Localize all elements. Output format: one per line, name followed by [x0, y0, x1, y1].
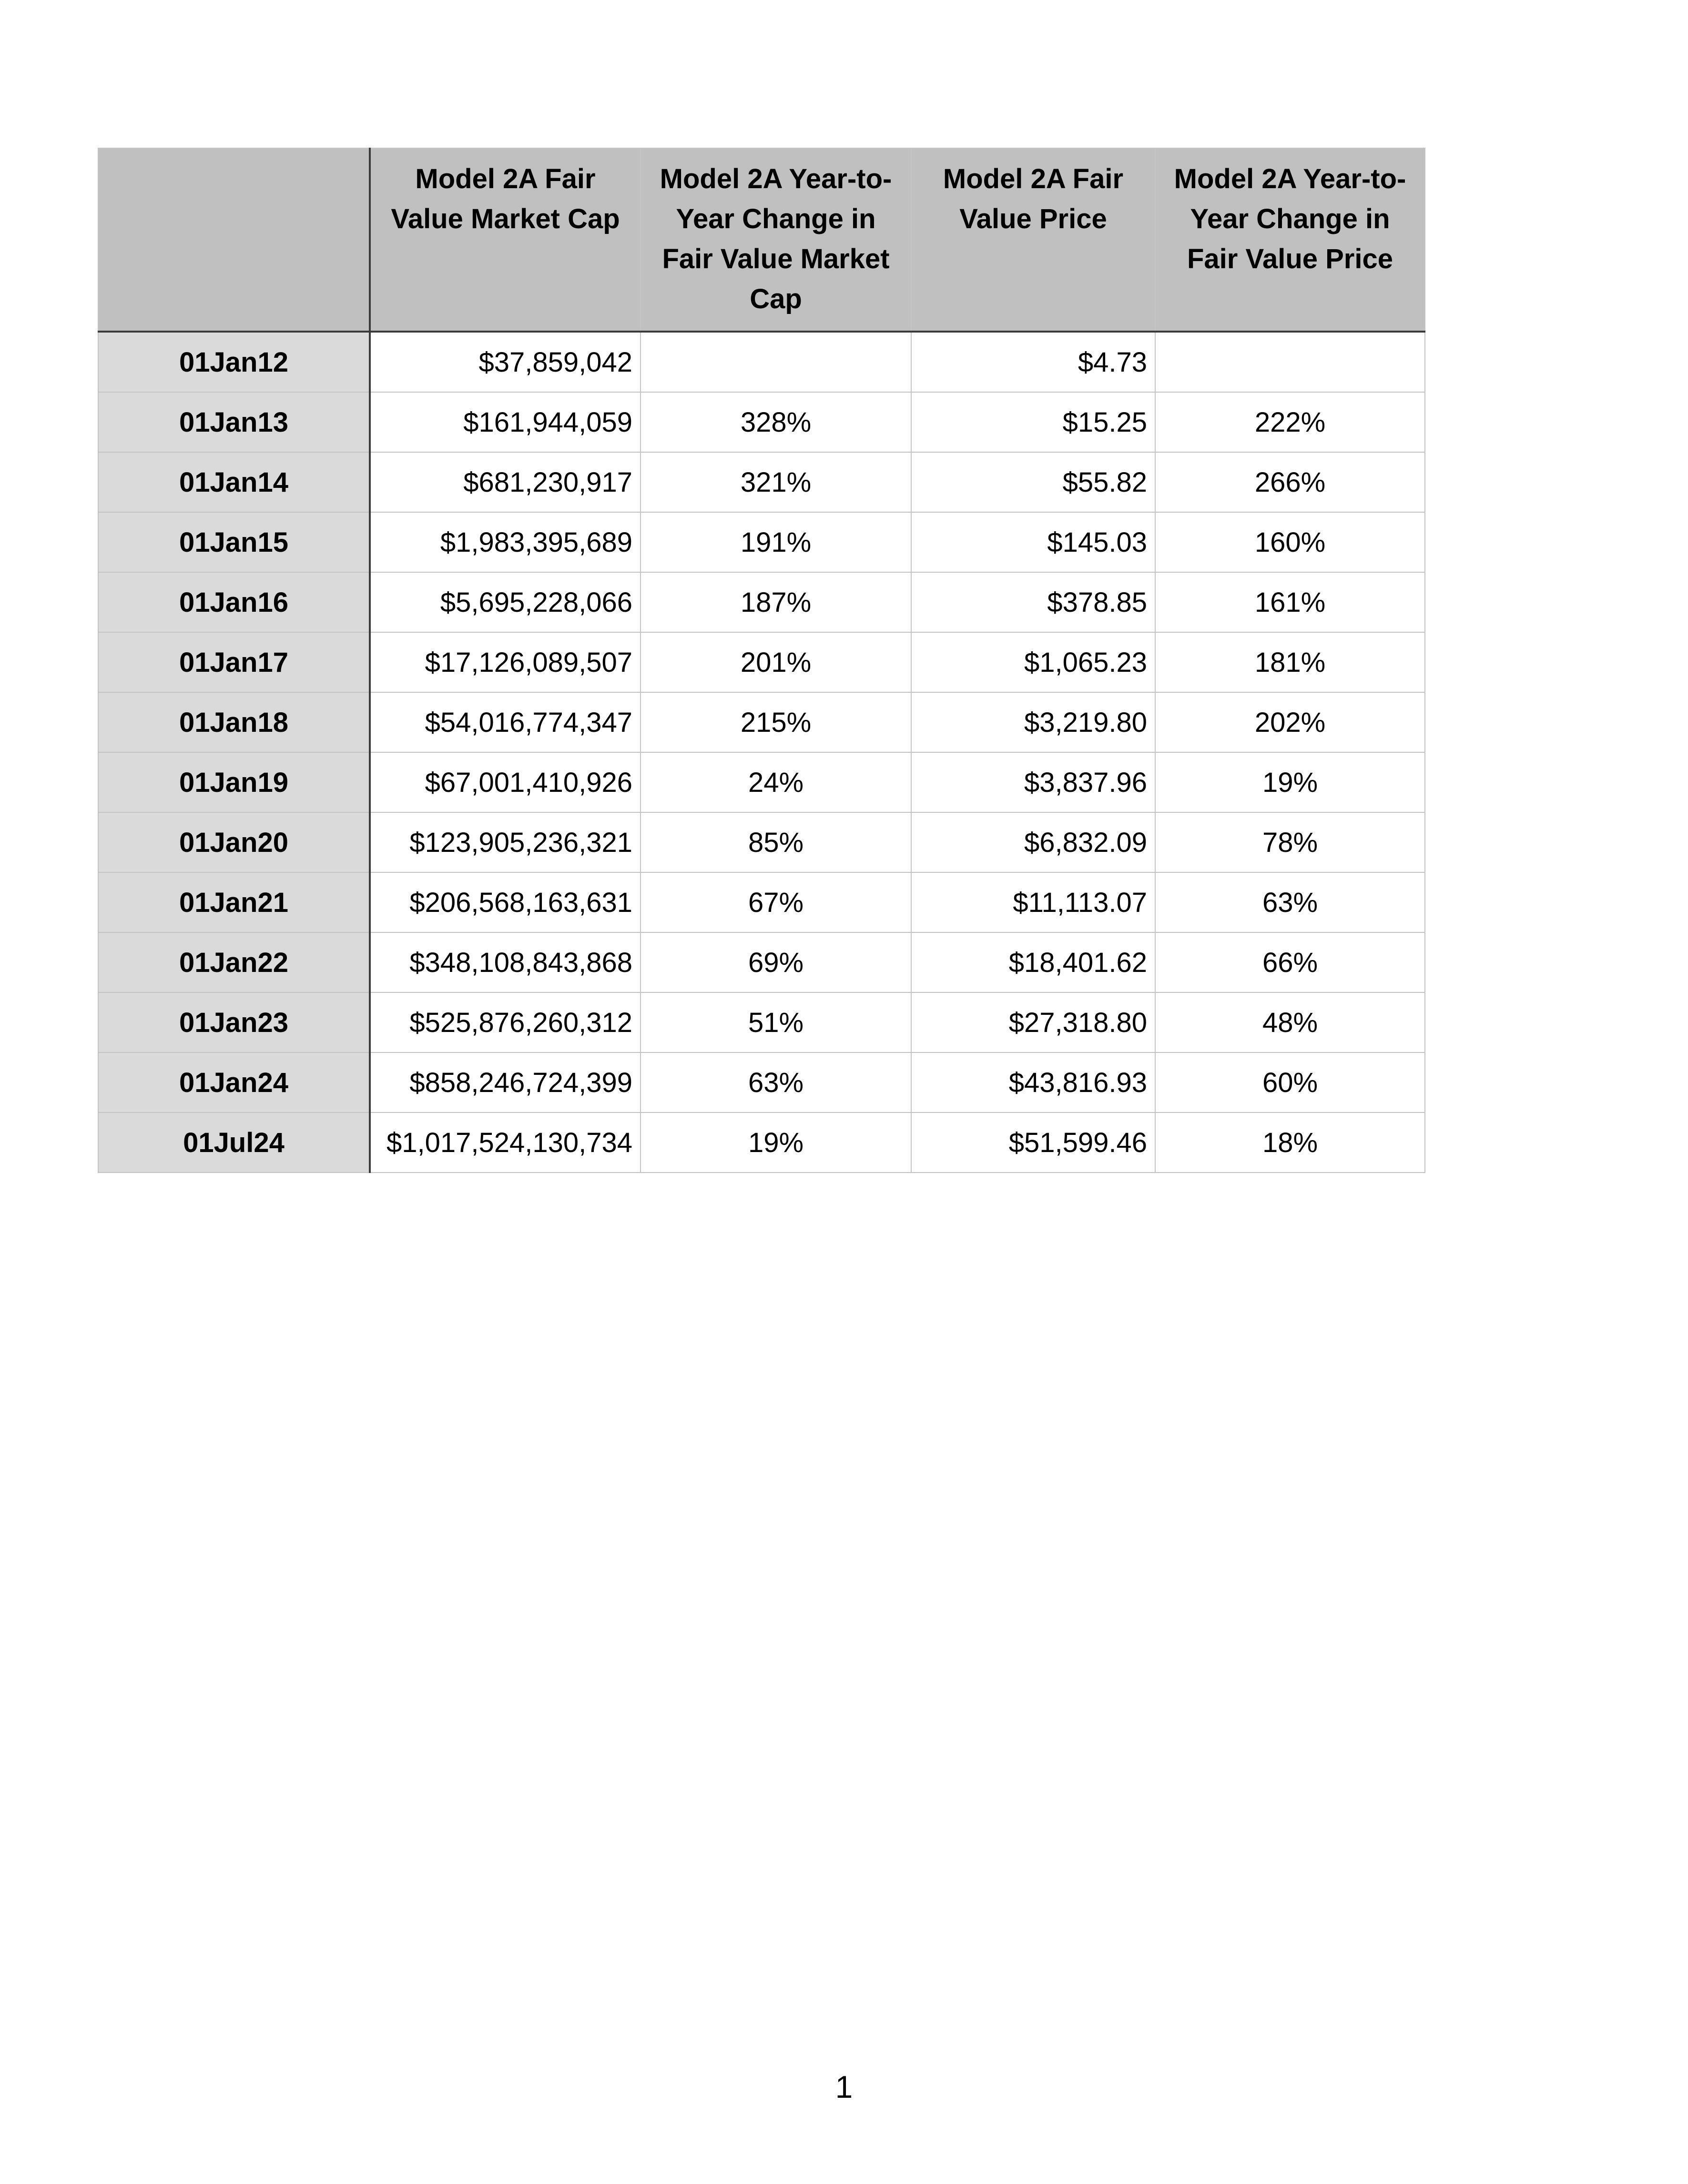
- market-cap-change-cell: 63%: [641, 1052, 911, 1112]
- market-cap-change-cell: 67%: [641, 872, 911, 932]
- price-cell: $55.82: [911, 452, 1155, 512]
- market-cap-change-cell: 187%: [641, 572, 911, 632]
- table-row: [98, 512, 1425, 572]
- market-cap-change-cell: 85%: [641, 812, 911, 872]
- market-cap-cell: $1,017,524,130,734: [370, 1112, 641, 1173]
- page-number: 1: [835, 2069, 853, 2104]
- price-cell: $18,401.62: [911, 932, 1155, 992]
- date-cell: 01Jan15: [98, 512, 370, 572]
- date-cell: 01Jan18: [98, 692, 370, 752]
- price-change-cell: 266%: [1155, 452, 1425, 512]
- price-change-cell: 63%: [1155, 872, 1425, 932]
- price-change-cell: 78%: [1155, 812, 1425, 872]
- price-cell: $27,318.80: [911, 992, 1155, 1052]
- header-fair-value-market-cap: Model 2A Fair Value Market Cap: [370, 148, 641, 332]
- market-cap-cell: $348,108,843,868: [370, 932, 641, 992]
- table-row: [98, 992, 1425, 1052]
- price-change-cell: 161%: [1155, 572, 1425, 632]
- price-change-cell: 18%: [1155, 1112, 1425, 1173]
- market-cap-change-cell: 191%: [641, 512, 911, 572]
- market-cap-change-cell: 19%: [641, 1112, 911, 1173]
- price-cell: $6,832.09: [911, 812, 1155, 872]
- table-row: [98, 812, 1425, 872]
- market-cap-change-cell: [641, 332, 911, 392]
- header-row: [98, 148, 1425, 332]
- price-change-cell: 60%: [1155, 1052, 1425, 1112]
- market-cap-cell: $123,905,236,321: [370, 812, 641, 872]
- header-price-change: Model 2A Year-to-Year Change in Fair Value Price: [1155, 148, 1425, 332]
- price-change-cell: 222%: [1155, 392, 1425, 452]
- table-row: [98, 632, 1425, 692]
- price-cell: $11,113.07: [911, 872, 1155, 932]
- date-cell: 01Jan22: [98, 932, 370, 992]
- table-row: [98, 332, 1425, 392]
- table-row: [98, 872, 1425, 932]
- market-cap-cell: $5,695,228,066: [370, 572, 641, 632]
- table-row: [98, 932, 1425, 992]
- market-cap-cell: $858,246,724,399: [370, 1052, 641, 1112]
- market-cap-change-cell: 215%: [641, 692, 911, 752]
- date-cell: 01Jan13: [98, 392, 370, 452]
- price-cell: $3,837.96: [911, 752, 1155, 812]
- price-change-cell: 202%: [1155, 692, 1425, 752]
- market-cap-change-cell: 201%: [641, 632, 911, 692]
- table-row: [98, 1112, 1425, 1173]
- market-cap-cell: $17,126,089,507: [370, 632, 641, 692]
- price-cell: $1,065.23: [911, 632, 1155, 692]
- market-cap-cell: $161,944,059: [370, 392, 641, 452]
- market-cap-change-cell: 69%: [641, 932, 911, 992]
- price-cell: $378.85: [911, 572, 1155, 632]
- date-cell: 01Jan24: [98, 1052, 370, 1112]
- header-corner-cell: [98, 148, 370, 332]
- date-cell: 01Jan21: [98, 872, 370, 932]
- price-change-cell: [1155, 332, 1425, 392]
- table-row: [98, 692, 1425, 752]
- price-change-cell: 48%: [1155, 992, 1425, 1052]
- table-row: [98, 752, 1425, 812]
- date-cell: 01Jan23: [98, 992, 370, 1052]
- market-cap-cell: $681,230,917: [370, 452, 641, 512]
- date-cell: 01Jul24: [98, 1112, 370, 1173]
- market-cap-cell: $37,859,042: [370, 332, 641, 392]
- date-cell: 01Jan19: [98, 752, 370, 812]
- header-market-cap-change: Model 2A Year-to-Year Change in Fair Value Market Cap: [641, 148, 911, 332]
- market-cap-cell: $54,016,774,347: [370, 692, 641, 752]
- price-cell: $3,219.80: [911, 692, 1155, 752]
- price-change-cell: 181%: [1155, 632, 1425, 692]
- market-cap-cell: $67,001,410,926: [370, 752, 641, 812]
- price-change-cell: 19%: [1155, 752, 1425, 812]
- market-cap-change-cell: 328%: [641, 392, 911, 452]
- date-cell: 01Jan16: [98, 572, 370, 632]
- price-cell: $51,599.46: [911, 1112, 1155, 1173]
- market-cap-change-cell: 51%: [641, 992, 911, 1052]
- price-change-cell: 66%: [1155, 932, 1425, 992]
- table-row: [98, 572, 1425, 632]
- table-body: [98, 332, 1425, 1173]
- date-cell: 01Jan20: [98, 812, 370, 872]
- price-cell: $4.73: [911, 332, 1155, 392]
- date-cell: 01Jan14: [98, 452, 370, 512]
- market-cap-change-cell: 321%: [641, 452, 911, 512]
- price-cell: $145.03: [911, 512, 1155, 572]
- price-cell: $43,816.93: [911, 1052, 1155, 1112]
- market-cap-cell: $525,876,260,312: [370, 992, 641, 1052]
- table-row: [98, 1052, 1425, 1112]
- table-row: [98, 392, 1425, 452]
- price-change-cell: 160%: [1155, 512, 1425, 572]
- market-cap-cell: $206,568,163,631: [370, 872, 641, 932]
- market-cap-cell: $1,983,395,689: [370, 512, 641, 572]
- price-cell: $15.25: [911, 392, 1155, 452]
- market-cap-change-cell: 24%: [641, 752, 911, 812]
- fair-value-table: [98, 148, 1425, 1173]
- table-row: [98, 452, 1425, 512]
- date-cell: 01Jan12: [98, 332, 370, 392]
- date-cell: 01Jan17: [98, 632, 370, 692]
- table-header: [98, 148, 1425, 332]
- header-fair-value-price: Model 2A Fair Value Price: [911, 148, 1155, 332]
